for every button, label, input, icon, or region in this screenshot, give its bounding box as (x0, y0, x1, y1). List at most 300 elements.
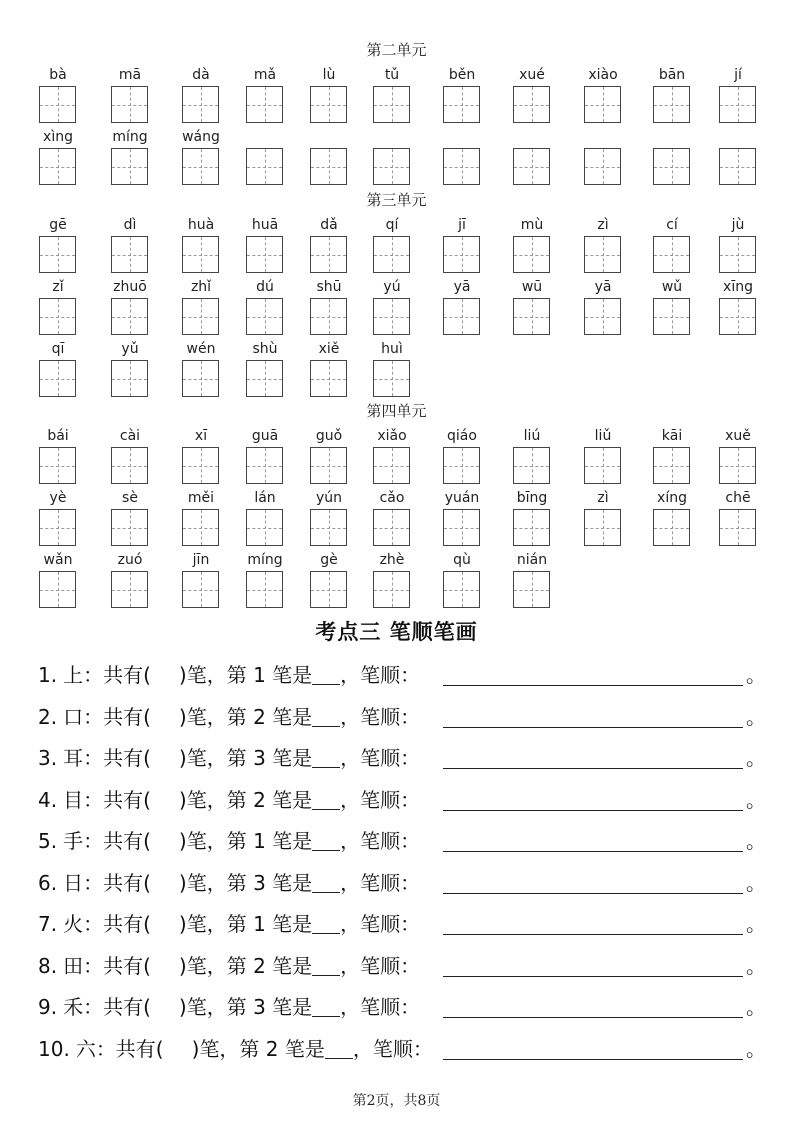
writing-cell (181, 128, 221, 186)
question-end-mark: 。 (746, 995, 766, 1019)
question-text-mid: )笔，第 1 笔是 (178, 912, 313, 936)
writing-cell (652, 427, 692, 485)
tianzige-box[interactable] (246, 298, 283, 335)
tianzige-box[interactable] (719, 86, 756, 123)
question-text-post: ，笔顺： (340, 663, 421, 687)
tianzige-box[interactable] (39, 236, 76, 273)
writing-cell (245, 551, 285, 609)
question-number: 4. (38, 787, 58, 812)
pinyin-label: zuó (117, 552, 143, 568)
pinyin-label (569, 128, 637, 146)
tianzige-box[interactable] (513, 447, 550, 484)
pinyin-label: wū (521, 279, 543, 295)
writing-cell (442, 216, 482, 274)
question-number: 2. (38, 704, 58, 729)
stroke-order-line[interactable] (443, 810, 743, 811)
stroke-order-line[interactable] (443, 976, 743, 977)
writing-cell (110, 340, 150, 398)
tianzige-box[interactable] (310, 298, 347, 335)
tianzige-box[interactable] (373, 571, 410, 608)
writing-cell (110, 66, 150, 124)
question-text-pre: ：共有( (83, 746, 151, 770)
tianzige-box[interactable] (246, 86, 283, 123)
writing-cell (512, 216, 552, 274)
pinyin-label: dǎ (320, 217, 338, 233)
writing-cell (245, 128, 285, 186)
tianzige-box[interactable] (182, 509, 219, 546)
writing-cell (718, 278, 758, 336)
pinyin-label: bà (49, 67, 67, 83)
writing-cell (512, 427, 552, 485)
pinyin-label: xué (519, 67, 545, 83)
pinyin-label: zhuō (113, 279, 147, 295)
pinyin-label: xuě (725, 428, 751, 444)
question-character: 口 (63, 704, 84, 729)
tianzige-box[interactable] (310, 447, 347, 484)
writing-cell (512, 489, 552, 547)
question-end-mark: 。 (746, 704, 766, 729)
pinyin-label: zǐ (52, 279, 64, 295)
pinyin-label: huà (187, 217, 215, 233)
writing-cell (583, 216, 623, 274)
writing-cell (309, 66, 349, 124)
writing-cell (245, 427, 285, 485)
tianzige-box[interactable] (246, 447, 283, 484)
writing-cell (38, 278, 78, 336)
question-row (38, 659, 766, 691)
writing-cell (309, 489, 349, 547)
question-text-pre: ：共有( (95, 1036, 164, 1061)
writing-cell (372, 128, 412, 186)
question-end-mark: 。 (746, 829, 766, 853)
tianzige-box[interactable] (513, 236, 550, 273)
question-end-mark: 。 (746, 663, 766, 687)
writing-cell (372, 66, 412, 124)
writing-cell (442, 551, 482, 609)
writing-cell (512, 551, 552, 609)
question-row (38, 784, 766, 816)
question-character: 六 (75, 1036, 96, 1061)
tianzige-box[interactable] (182, 571, 219, 608)
question-text-pre: ：共有( (83, 912, 151, 936)
tianzige-box[interactable] (719, 509, 756, 546)
writing-cell (309, 216, 349, 274)
question-text-pre: ：共有( (83, 870, 151, 895)
tianzige-box[interactable] (39, 86, 76, 123)
pinyin-label (638, 128, 706, 146)
pinyin-label: cài (119, 428, 141, 444)
tianzige-box[interactable] (182, 148, 219, 185)
writing-cell (372, 427, 412, 485)
writing-cell (110, 128, 150, 186)
question-text-mid: )笔，第 2 笔是 (178, 704, 313, 729)
pinyin-label: yuán (444, 490, 480, 506)
pinyin-label: zhè (379, 552, 405, 568)
question-number: 10. (38, 1036, 70, 1061)
tianzige-box[interactable] (182, 360, 219, 397)
tianzige-box[interactable] (653, 86, 690, 123)
tianzige-box[interactable] (111, 571, 148, 608)
pinyin-label: jīn (192, 552, 210, 568)
question-row (38, 701, 766, 733)
tianzige-box[interactable] (719, 298, 756, 335)
pinyin-label: yè (49, 490, 67, 506)
writing-cell (372, 278, 412, 336)
writing-cell (38, 551, 78, 609)
question-number: 6. (38, 870, 58, 895)
question-text-pre: ：共有( (83, 787, 151, 812)
stroke-order-line[interactable] (443, 851, 743, 852)
question-number: 5. (38, 829, 58, 853)
stroke-order-line[interactable] (443, 1059, 743, 1060)
pinyin-label: nián (516, 552, 548, 568)
tianzige-box[interactable] (443, 509, 480, 546)
tianzige-box[interactable] (653, 509, 690, 546)
question-text-post: ，笔顺： (352, 1036, 433, 1061)
writing-cell (38, 427, 78, 485)
stroke-order-line[interactable] (443, 685, 743, 686)
pinyin-label: sè (122, 490, 138, 506)
writing-cell (181, 551, 221, 609)
pinyin-label: yā (453, 279, 471, 295)
question-number: 7. (38, 912, 58, 936)
pinyin-label: wǔ (661, 279, 683, 295)
writing-cell (652, 216, 692, 274)
unit-title: 第四单元 (366, 402, 427, 420)
tianzige-box[interactable] (653, 447, 690, 484)
tianzige-box[interactable] (111, 509, 148, 546)
tianzige-box[interactable] (111, 447, 148, 484)
writing-cell (442, 128, 482, 186)
question-number: 9. (38, 995, 58, 1019)
tianzige-box[interactable] (111, 298, 148, 335)
question-text-post: ，笔顺： (340, 912, 421, 936)
question-text-mid: )笔，第 3 笔是 (178, 870, 313, 895)
writing-cell (245, 278, 285, 336)
pinyin-label: běn (448, 67, 476, 83)
pinyin-label: mā (118, 67, 142, 83)
tianzige-box[interactable] (182, 298, 219, 335)
writing-cell (181, 66, 221, 124)
pinyin-label: chē (725, 490, 751, 506)
pinyin-label: bīng (516, 490, 548, 506)
question-number: 3. (38, 746, 58, 770)
writing-cell (372, 216, 412, 274)
writing-cell (38, 489, 78, 547)
pinyin-label (231, 128, 299, 146)
tianzige-box[interactable] (111, 360, 148, 397)
question-text-mid: )笔，第 1 笔是 (178, 829, 313, 853)
question-text-pre: ：共有( (83, 704, 151, 729)
question-text-post: ，笔顺： (340, 746, 421, 770)
tianzige-box[interactable] (111, 236, 148, 273)
question-row (38, 1033, 766, 1065)
writing-cell (245, 216, 285, 274)
pinyin-label: lù (322, 67, 336, 83)
writing-cell (583, 489, 623, 547)
writing-cell (442, 427, 482, 485)
question-row (38, 825, 766, 857)
writing-cell (718, 128, 758, 186)
writing-cell (181, 216, 221, 274)
tianzige-box[interactable] (443, 148, 480, 185)
question-end-mark: 。 (746, 746, 766, 770)
writing-cell (110, 216, 150, 274)
question-text-post: ，笔顺： (340, 704, 421, 729)
pinyin-label: zhǐ (190, 279, 212, 295)
pinyin-label: míng (112, 129, 148, 145)
tianzige-box[interactable] (373, 298, 410, 335)
question-end-mark: 。 (746, 787, 766, 812)
stroke-order-line[interactable] (443, 768, 743, 769)
tianzige-box[interactable] (653, 236, 690, 273)
tianzige-box[interactable] (513, 298, 550, 335)
question-row (38, 950, 766, 982)
writing-cell (245, 489, 285, 547)
pinyin-label: zì (597, 490, 609, 506)
writing-cell (309, 427, 349, 485)
writing-cell (110, 551, 150, 609)
tianzige-box[interactable] (443, 298, 480, 335)
question-end-mark: 。 (746, 953, 766, 978)
tianzige-box[interactable] (513, 571, 550, 608)
pinyin-label: wáng (182, 129, 220, 145)
stroke-order-line[interactable] (443, 934, 743, 935)
tianzige-box[interactable] (39, 571, 76, 608)
writing-cell (718, 489, 758, 547)
pinyin-label: guǒ (315, 428, 343, 444)
tianzige-box[interactable] (584, 148, 621, 185)
tianzige-box[interactable] (443, 236, 480, 273)
tianzige-box[interactable] (39, 509, 76, 546)
pinyin-label: shū (316, 279, 342, 295)
section-title: 考点三 笔顺笔画 (315, 620, 478, 644)
pinyin-label (704, 128, 772, 146)
pinyin-label: huā (251, 217, 279, 233)
tianzige-box[interactable] (373, 509, 410, 546)
writing-cell (38, 66, 78, 124)
question-end-mark: 。 (746, 1036, 766, 1061)
question-end-mark: 。 (746, 912, 766, 936)
writing-cell (181, 489, 221, 547)
question-text-mid: )笔，第 2 笔是 (178, 787, 313, 812)
writing-cell (512, 66, 552, 124)
tianzige-box[interactable] (310, 86, 347, 123)
writing-cell (181, 278, 221, 336)
tianzige-box[interactable] (310, 360, 347, 397)
pinyin-label: xíng (657, 490, 687, 506)
pinyin-label: bān (658, 67, 686, 83)
tianzige-box[interactable] (39, 447, 76, 484)
pinyin-label: liú (523, 428, 541, 444)
pinyin-label: cí (666, 217, 678, 233)
writing-cell (718, 427, 758, 485)
writing-cell (110, 278, 150, 336)
tianzige-box[interactable] (246, 360, 283, 397)
tianzige-box[interactable] (584, 86, 621, 123)
tianzige-box[interactable] (310, 571, 347, 608)
writing-cell (512, 278, 552, 336)
tianzige-box[interactable] (182, 86, 219, 123)
writing-cell (442, 489, 482, 547)
writing-cell (38, 340, 78, 398)
unit-title: 第三单元 (366, 191, 427, 209)
pinyin-label: xìng (43, 129, 73, 145)
question-character: 田 (63, 953, 84, 978)
stroke-order-line[interactable] (443, 893, 743, 894)
tianzige-box[interactable] (719, 447, 756, 484)
pinyin-label (358, 128, 426, 146)
question-character: 目 (63, 787, 84, 812)
tianzige-box[interactable] (39, 360, 76, 397)
tianzige-box[interactable] (653, 298, 690, 335)
writing-cell (309, 278, 349, 336)
tianzige-box[interactable] (584, 236, 621, 273)
writing-cell (583, 66, 623, 124)
tianzige-box[interactable] (111, 86, 148, 123)
tianzige-box[interactable] (584, 509, 621, 546)
tianzige-box[interactable] (246, 236, 283, 273)
writing-cell (181, 340, 221, 398)
writing-cell (718, 66, 758, 124)
tianzige-box[interactable] (310, 236, 347, 273)
tianzige-box[interactable] (513, 148, 550, 185)
tianzige-box[interactable] (373, 148, 410, 185)
writing-cell (38, 128, 78, 186)
tianzige-box[interactable] (513, 509, 550, 546)
pinyin-label: qī (51, 341, 65, 357)
pinyin-label (428, 128, 496, 146)
tianzige-box[interactable] (443, 447, 480, 484)
writing-cell (245, 340, 285, 398)
tianzige-box[interactable] (719, 236, 756, 273)
question-row (38, 991, 766, 1023)
tianzige-box[interactable] (182, 236, 219, 273)
writing-cell (652, 278, 692, 336)
tianzige-box[interactable] (373, 447, 410, 484)
stroke-blank[interactable] (312, 953, 340, 976)
writing-cell (181, 427, 221, 485)
stroke-blank[interactable] (312, 870, 340, 893)
pinyin-label: yú (383, 279, 401, 295)
tianzige-box[interactable] (373, 236, 410, 273)
tianzige-box[interactable] (653, 148, 690, 185)
writing-cell (583, 128, 623, 186)
question-text-post: ，笔顺： (340, 787, 421, 812)
tianzige-box[interactable] (584, 298, 621, 335)
question-text-post: ，笔顺： (340, 829, 421, 853)
tianzige-box[interactable] (246, 148, 283, 185)
writing-cell (442, 66, 482, 124)
pinyin-label (498, 128, 566, 146)
tianzige-box[interactable] (39, 298, 76, 335)
pinyin-label: dú (256, 279, 274, 295)
stroke-blank[interactable] (312, 787, 340, 810)
tianzige-box[interactable] (513, 86, 550, 123)
question-number: 1. (38, 663, 58, 687)
tianzige-box[interactable] (310, 509, 347, 546)
question-character: 火 (63, 912, 84, 936)
pinyin-label: jù (731, 217, 745, 233)
stroke-blank[interactable] (312, 994, 340, 1017)
stroke-blank[interactable] (325, 1036, 353, 1059)
writing-cell (652, 489, 692, 547)
pinyin-label: yā (594, 279, 612, 295)
stroke-order-line[interactable] (443, 1017, 743, 1018)
writing-cell (718, 216, 758, 274)
tianzige-box[interactable] (111, 148, 148, 185)
stroke-blank[interactable] (312, 911, 340, 934)
pinyin-label: jī (458, 217, 466, 233)
pinyin-label: cǎo (379, 490, 405, 506)
pinyin-label: yún (315, 490, 343, 506)
writing-cell (309, 128, 349, 186)
question-character: 禾 (63, 995, 84, 1019)
pinyin-label: tǔ (384, 67, 400, 83)
writing-cell (309, 551, 349, 609)
pinyin-label: mǎ (253, 67, 277, 83)
tianzige-box[interactable] (443, 571, 480, 608)
stroke-blank[interactable] (312, 828, 340, 851)
writing-cell (110, 489, 150, 547)
writing-cell (372, 551, 412, 609)
pinyin-label: xiǎo (377, 428, 407, 444)
writing-cell (583, 427, 623, 485)
question-text-pre: ：共有( (83, 829, 151, 853)
question-text-mid: )笔，第 2 笔是 (178, 953, 313, 978)
writing-cell (372, 340, 412, 398)
tianzige-box[interactable] (39, 148, 76, 185)
writing-cell (512, 128, 552, 186)
tianzige-box[interactable] (373, 360, 410, 397)
question-text-mid: )笔，第 3 笔是 (178, 995, 313, 1019)
tianzige-box[interactable] (584, 447, 621, 484)
tianzige-box[interactable] (310, 148, 347, 185)
writing-cell (652, 128, 692, 186)
stroke-blank[interactable] (312, 745, 340, 768)
tianzige-box[interactable] (246, 571, 283, 608)
pinyin-label: jí (734, 67, 742, 83)
pinyin-label: dà (192, 67, 210, 83)
pinyin-label: wǎn (43, 552, 73, 568)
stroke-order-line[interactable] (443, 727, 743, 728)
question-text-post: ，笔顺： (340, 995, 421, 1019)
question-text-pre: ：共有( (83, 663, 151, 687)
tianzige-box[interactable] (182, 447, 219, 484)
tianzige-box[interactable] (246, 509, 283, 546)
tianzige-box[interactable] (443, 86, 480, 123)
question-number: 8. (38, 953, 58, 978)
writing-cell (442, 278, 482, 336)
pinyin-label: gē (49, 217, 67, 233)
question-text-pre: ：共有( (83, 995, 151, 1019)
writing-cell (245, 66, 285, 124)
pinyin-label: dì (123, 217, 137, 233)
page-footer: 第2页，共8页 (352, 1093, 441, 1109)
question-row (38, 908, 766, 940)
stroke-blank[interactable] (312, 662, 340, 685)
question-text-post: ，笔顺： (340, 870, 421, 895)
pinyin-label: mù (520, 217, 544, 233)
question-character: 上 (63, 663, 84, 687)
question-character: 日 (63, 870, 84, 895)
tianzige-box[interactable] (373, 86, 410, 123)
question-text-pre: ：共有( (83, 953, 151, 978)
tianzige-box[interactable] (719, 148, 756, 185)
stroke-blank[interactable] (312, 704, 340, 727)
pinyin-label: wén (186, 341, 216, 357)
question-text-post: ，笔顺： (340, 953, 421, 978)
